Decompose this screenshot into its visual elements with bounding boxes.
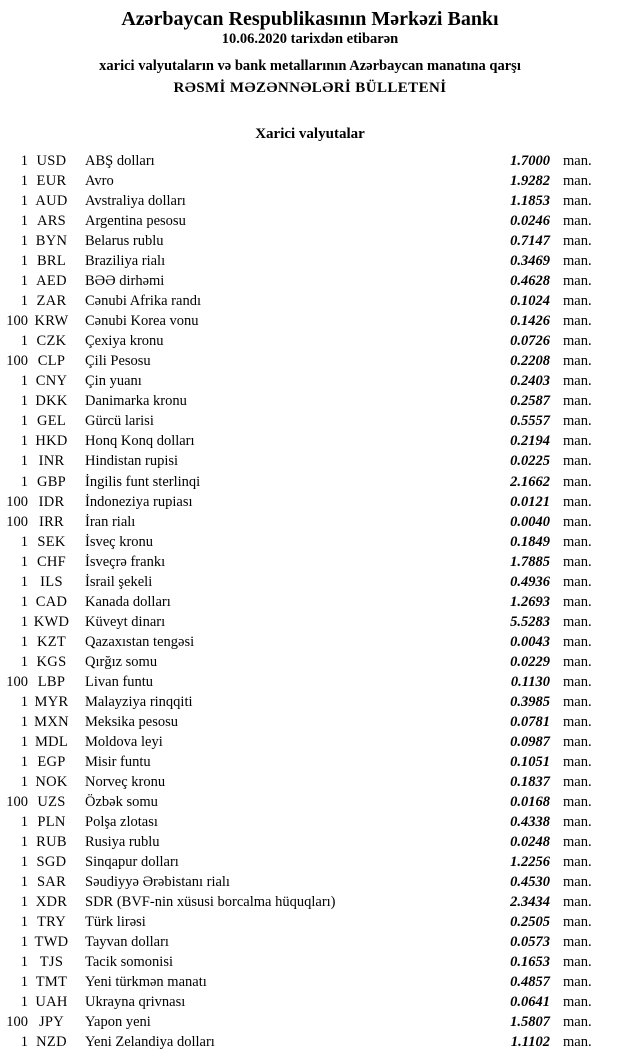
currency-row xyxy=(0,1032,620,1052)
currency-row xyxy=(0,251,620,271)
rate-unit-label: man. xyxy=(563,293,592,310)
rate-unit-label: man. xyxy=(563,413,592,430)
currency-code: IDR xyxy=(38,493,65,510)
rate-unit-label: man. xyxy=(563,253,592,270)
currency-quantity: 1 xyxy=(20,473,28,490)
currency-name: Honq Konq dolları xyxy=(85,433,195,450)
currency-row xyxy=(0,451,620,471)
rate-unit-label: man. xyxy=(563,1034,592,1051)
currency-row xyxy=(0,872,620,892)
currency-rate: 0.4530 xyxy=(510,874,550,891)
currency-code: UZS xyxy=(37,794,66,810)
currency-name: Misir funtu xyxy=(85,753,151,770)
currency-rate: 0.0229 xyxy=(510,653,550,670)
currency-quantity: 1 xyxy=(20,253,28,270)
rate-unit-label: man. xyxy=(563,894,592,911)
currency-quantity: 1 xyxy=(20,974,28,991)
currency-row xyxy=(0,672,620,692)
currency-rate: 0.2208 xyxy=(510,353,550,370)
description-line: xarici valyutaların və bank metallarının Azərbaycan manatına qarşı xyxy=(99,58,521,74)
currency-quantity: 100 xyxy=(6,673,28,690)
rate-unit-label: man. xyxy=(563,854,592,871)
currency-row xyxy=(0,371,620,391)
currency-name: Tayvan dolları xyxy=(85,934,169,951)
currency-code: CAD xyxy=(35,593,68,610)
currency-quantity: 1 xyxy=(20,273,28,290)
currency-rate: 1.7885 xyxy=(510,553,550,570)
currency-name: Norveç kronu xyxy=(85,773,166,790)
currency-quantity: 1 xyxy=(20,613,28,630)
currency-row xyxy=(0,512,620,532)
rate-unit-label: man. xyxy=(563,453,592,470)
currency-row xyxy=(0,592,620,612)
currency-name: Rusiya rublu xyxy=(85,834,160,851)
currency-name: Livan funtu xyxy=(85,673,154,690)
currency-code: KZT xyxy=(36,633,67,650)
currency-row xyxy=(0,812,620,832)
currency-code: GBP xyxy=(36,473,67,490)
currency-code: KGS xyxy=(36,653,67,670)
rate-unit-label: man. xyxy=(563,814,592,831)
currency-quantity: 100 xyxy=(6,513,28,530)
currency-quantity: 1 xyxy=(20,153,28,169)
currency-name: SDR (BVF-nin xüsusi borcalma hüquqları) xyxy=(85,894,336,911)
currency-row xyxy=(0,892,620,912)
currency-code: CLP xyxy=(37,353,66,370)
currency-rate: 0.1849 xyxy=(510,533,550,550)
currency-quantity: 1 xyxy=(20,653,28,670)
currency-row xyxy=(0,331,620,351)
currency-code: ARS xyxy=(36,213,67,230)
currency-code: LBP xyxy=(37,673,66,690)
rate-unit-label: man. xyxy=(563,233,592,250)
rate-unit-label: man. xyxy=(563,673,592,690)
currency-code: PLN xyxy=(37,814,66,831)
currency-quantity: 1 xyxy=(20,293,28,310)
currency-row xyxy=(0,712,620,732)
rate-unit-label: man. xyxy=(563,934,592,951)
currency-name: Belarus rublu xyxy=(85,233,164,250)
rate-unit-label: man. xyxy=(563,874,592,891)
currency-name: Argentina pesosu xyxy=(85,213,186,230)
rate-unit-label: man. xyxy=(563,333,592,350)
rate-unit-label: man. xyxy=(563,473,592,490)
rate-unit-label: man. xyxy=(563,633,592,650)
rate-unit-label: man. xyxy=(563,193,592,210)
currency-row xyxy=(0,652,620,672)
currency-rate: 1.2256 xyxy=(510,854,550,871)
currency-rate: 0.0121 xyxy=(510,493,550,510)
currency-quantity: 100 xyxy=(6,353,28,370)
currency-rate: 0.5557 xyxy=(510,413,550,430)
currency-code: MDL xyxy=(34,733,69,750)
currency-row xyxy=(0,391,620,411)
currency-row xyxy=(0,291,620,311)
currency-rate: 0.0781 xyxy=(510,713,550,730)
currency-rate: 0.0246 xyxy=(510,213,550,230)
currency-name: Çin yuanı xyxy=(85,373,142,390)
currency-code: TWD xyxy=(34,934,69,951)
currency-rate: 0.1130 xyxy=(510,673,550,690)
currency-rate: 0.4936 xyxy=(510,573,550,590)
currency-name: İsrail şekeli xyxy=(85,573,153,590)
rate-unit-label: man. xyxy=(563,213,592,230)
currency-rate: 0.1051 xyxy=(510,753,550,770)
currency-row xyxy=(0,351,620,371)
currency-quantity: 1 xyxy=(20,954,28,971)
currency-quantity: 1 xyxy=(20,894,28,911)
currency-quantity: 1 xyxy=(20,1034,28,1051)
currency-code: AED xyxy=(36,273,67,290)
currency-name: Səudiyyə Ərəbistanı rialı xyxy=(85,874,230,891)
currency-code: KRW xyxy=(34,313,69,330)
currency-name: İran rialı xyxy=(85,513,136,530)
effective-date-line: 10.06.2020 tarixdən etibarən xyxy=(221,31,399,47)
currency-row xyxy=(0,752,620,772)
rate-unit-label: man. xyxy=(563,693,592,710)
currency-code: SEK xyxy=(37,533,66,550)
currency-name: İsveçrə frankı xyxy=(85,553,166,570)
currency-code: JPY xyxy=(38,1014,65,1031)
currency-rate: 0.0248 xyxy=(510,834,550,851)
rate-unit-label: man. xyxy=(563,613,592,630)
currency-rate: 0.7147 xyxy=(510,233,550,250)
currency-name: Danimarka kronu xyxy=(85,393,187,410)
rate-unit-label: man. xyxy=(563,954,592,971)
currency-code: RUB xyxy=(36,834,67,851)
currency-code: HKD xyxy=(35,433,68,450)
currency-code: KWD xyxy=(33,613,70,630)
currency-quantity: 1 xyxy=(20,854,28,871)
currency-name: Ukrayna qrivnası xyxy=(85,994,186,1011)
currency-quantity: 100 xyxy=(6,794,28,810)
currency-name: Çili Pesosu xyxy=(85,353,151,370)
rate-unit-label: man. xyxy=(563,1014,592,1031)
currency-rate: 0.4338 xyxy=(510,814,550,831)
currency-code: IRR xyxy=(38,513,65,530)
rate-unit-label: man. xyxy=(563,593,592,610)
rate-unit-label: man. xyxy=(563,733,592,750)
currency-code: GEL xyxy=(36,413,67,430)
currency-quantity: 100 xyxy=(6,313,28,330)
currency-quantity: 1 xyxy=(20,934,28,951)
currency-code: BYN xyxy=(35,233,68,250)
currency-name: Küveyt dinarı xyxy=(85,613,166,630)
rate-unit-label: man. xyxy=(563,653,592,670)
currency-rate: 5.5283 xyxy=(510,613,550,630)
currency-quantity: 1 xyxy=(20,713,28,730)
currency-rate: 0.2505 xyxy=(510,914,550,931)
currency-name: Yapon yeni xyxy=(85,1014,151,1031)
currency-quantity: 100 xyxy=(6,493,28,510)
currency-row xyxy=(0,191,620,211)
currency-rate: 0.1426 xyxy=(510,313,550,330)
rate-unit-label: man. xyxy=(563,553,592,570)
currency-quantity: 1 xyxy=(20,834,28,851)
currency-rate: 0.0987 xyxy=(510,733,550,750)
currency-quantity: 1 xyxy=(20,773,28,790)
currency-code: EGP xyxy=(37,753,66,770)
currency-name: Çexiya kronu xyxy=(85,333,164,350)
rate-unit-label: man. xyxy=(563,974,592,991)
currency-name: Qırğız somu xyxy=(85,653,158,670)
currency-rate: 0.4857 xyxy=(510,974,550,991)
currency-code: SAR xyxy=(36,874,67,891)
currency-row xyxy=(0,472,620,492)
currency-rate: 1.9282 xyxy=(510,173,550,190)
currency-code: TJS xyxy=(39,954,64,971)
rate-unit-label: man. xyxy=(563,353,592,370)
currency-rate: 1.5807 xyxy=(510,1014,550,1031)
currency-name: Braziliya rialı xyxy=(85,253,166,270)
currency-quantity: 1 xyxy=(20,573,28,590)
currency-name: Kanada dolları xyxy=(85,593,171,610)
currency-row xyxy=(0,912,620,932)
currency-row xyxy=(0,311,620,331)
currency-rate: 1.2693 xyxy=(510,593,550,610)
currency-row xyxy=(0,692,620,712)
currency-rate: 0.1653 xyxy=(510,954,550,971)
currency-row xyxy=(0,572,620,592)
rate-unit-label: man. xyxy=(563,173,592,190)
currency-row xyxy=(0,552,620,572)
bulletin-title: RƏSMİ MƏZƏNNƏLƏRİ BÜLLETENİ xyxy=(173,80,447,96)
currency-row xyxy=(0,992,620,1012)
rate-unit-label: man. xyxy=(563,393,592,410)
currency-row xyxy=(0,852,620,872)
currency-code: USD xyxy=(36,153,67,169)
currency-quantity: 1 xyxy=(20,693,28,710)
rate-unit-label: man. xyxy=(563,533,592,550)
currency-code: EUR xyxy=(36,173,67,190)
currency-row xyxy=(0,532,620,552)
currency-row xyxy=(0,932,620,952)
currency-name: BƏƏ dirhəmi xyxy=(85,273,165,290)
currency-name: Türk lirəsi xyxy=(85,914,146,931)
currency-quantity: 1 xyxy=(20,373,28,390)
currency-name: Malayziya rinqqiti xyxy=(85,693,193,710)
currency-quantity: 1 xyxy=(20,874,28,891)
currency-code: TMT xyxy=(35,974,68,991)
currency-quantity: 1 xyxy=(20,413,28,430)
currency-name: Hindistan rupisi xyxy=(85,453,179,470)
currency-quantity: 1 xyxy=(20,593,28,610)
currency-rate: 0.4628 xyxy=(510,273,550,290)
currency-row xyxy=(0,231,620,251)
currency-row xyxy=(0,972,620,992)
currency-rate: 0.0168 xyxy=(510,794,550,810)
currency-name: Tacik somonisi xyxy=(85,954,173,971)
currency-rate: 0.1837 xyxy=(510,773,550,790)
rate-unit-label: man. xyxy=(563,794,592,810)
rate-unit-label: man. xyxy=(563,994,592,1011)
currency-rate: 0.3469 xyxy=(510,253,550,270)
currency-quantity: 1 xyxy=(20,633,28,650)
currency-quantity: 1 xyxy=(20,193,28,210)
currency-quantity: 1 xyxy=(20,393,28,410)
rate-unit-label: man. xyxy=(563,914,592,931)
section-title-foreign-currencies: Xarici valyutalar xyxy=(255,126,365,142)
currency-name: Qazaxıstan tengəsi xyxy=(85,633,195,650)
currency-name: Avro xyxy=(85,173,114,190)
currency-name: Özbək somu xyxy=(85,794,158,810)
currency-quantity: 1 xyxy=(20,173,28,190)
currency-row xyxy=(0,612,620,632)
currency-code: XDR xyxy=(35,894,68,911)
rate-unit-label: man. xyxy=(563,153,592,169)
currency-rate: 0.0573 xyxy=(510,934,550,951)
currency-quantity: 1 xyxy=(20,453,28,470)
rate-unit-label: man. xyxy=(563,713,592,730)
currency-quantity: 1 xyxy=(20,233,28,250)
currency-rate: 0.1024 xyxy=(510,293,550,310)
currency-rate: 1.1853 xyxy=(510,193,550,210)
currency-rate: 0.0726 xyxy=(510,333,550,350)
currency-rate: 0.2194 xyxy=(510,433,550,450)
rate-unit-label: man. xyxy=(563,834,592,851)
currency-rate: 0.0043 xyxy=(510,633,550,650)
currency-code: ILS xyxy=(40,573,63,590)
currency-name: İsveç kronu xyxy=(85,533,154,550)
currency-code: CNY xyxy=(35,373,68,390)
currency-code: CHF xyxy=(36,553,67,570)
currency-code: CZK xyxy=(36,333,67,350)
rate-unit-label: man. xyxy=(563,513,592,530)
currency-quantity: 1 xyxy=(20,433,28,450)
currency-name: İngilis funt sterlinqi xyxy=(85,473,201,490)
currency-row xyxy=(0,632,620,652)
currency-row xyxy=(0,492,620,512)
currency-name: Yeni Zelandiya dolları xyxy=(85,1034,215,1051)
currency-rate: 0.2587 xyxy=(510,393,550,410)
currency-code: DKK xyxy=(35,393,68,410)
currency-row xyxy=(0,832,620,852)
currency-rate: 2.1662 xyxy=(510,473,550,490)
currency-name: Meksika pesosu xyxy=(85,713,179,730)
currency-code: NZD xyxy=(36,1034,67,1051)
currency-rate: 0.0225 xyxy=(510,453,550,470)
currency-code: TRY xyxy=(36,914,67,931)
currency-name: Yeni türkmən manatı xyxy=(85,974,207,991)
currency-row xyxy=(0,1012,620,1032)
currency-code: SGD xyxy=(36,854,67,871)
currency-code: UAH xyxy=(35,994,68,1011)
currency-name: Gürcü larisi xyxy=(85,413,154,430)
currency-quantity: 1 xyxy=(20,814,28,831)
currency-quantity: 1 xyxy=(20,753,28,770)
rate-unit-label: man. xyxy=(563,773,592,790)
currency-code: BRL xyxy=(36,253,67,270)
currency-code: MXN xyxy=(34,713,69,730)
currency-row xyxy=(0,211,620,231)
currency-row xyxy=(0,952,620,972)
currency-quantity: 1 xyxy=(20,333,28,350)
currency-name: Cənubi Korea vonu xyxy=(85,313,199,330)
exchange-rates-table xyxy=(0,151,620,1052)
rate-unit-label: man. xyxy=(563,753,592,770)
currency-quantity: 1 xyxy=(20,553,28,570)
currency-row xyxy=(0,431,620,451)
currency-quantity: 1 xyxy=(20,733,28,750)
currency-quantity: 1 xyxy=(20,994,28,1011)
currency-code: INR xyxy=(38,453,65,470)
currency-rate: 0.3985 xyxy=(510,693,550,710)
rate-unit-label: man. xyxy=(563,373,592,390)
currency-code: NOK xyxy=(35,773,68,790)
currency-row xyxy=(0,732,620,752)
currency-name: Sinqapur dolları xyxy=(85,854,179,871)
currency-rate: 2.3434 xyxy=(510,894,550,911)
currency-row xyxy=(0,792,620,812)
rate-unit-label: man. xyxy=(563,573,592,590)
currency-rate: 0.0040 xyxy=(510,513,550,530)
currency-row xyxy=(0,271,620,291)
currency-row xyxy=(0,151,620,171)
currency-row xyxy=(0,171,620,191)
rate-unit-label: man. xyxy=(563,313,592,330)
currency-quantity: 1 xyxy=(20,914,28,931)
currency-quantity: 1 xyxy=(20,213,28,230)
bank-title: Azərbaycan Respublikasının Mərkəzi Bankı xyxy=(121,8,499,30)
currency-row xyxy=(0,411,620,431)
currency-rate: 1.1102 xyxy=(510,1034,550,1051)
currency-name: ABŞ dolları xyxy=(85,153,155,169)
currency-name: Polşa zlotası xyxy=(85,814,158,831)
currency-name: İndoneziya rupiası xyxy=(85,493,193,510)
currency-rate: 0.0641 xyxy=(510,994,550,1011)
currency-row xyxy=(0,772,620,792)
currency-quantity: 100 xyxy=(6,1014,28,1031)
currency-quantity: 1 xyxy=(20,533,28,550)
currency-rate: 0.2403 xyxy=(510,373,550,390)
currency-rate: 1.7000 xyxy=(510,153,550,169)
rate-unit-label: man. xyxy=(563,433,592,450)
currency-code: AUD xyxy=(35,193,68,210)
currency-code: ZAR xyxy=(36,293,67,310)
rate-unit-label: man. xyxy=(563,493,592,510)
currency-name: Cənubi Afrika randı xyxy=(85,293,201,310)
currency-name: Moldova leyi xyxy=(85,733,163,750)
currency-name: Avstraliya dolları xyxy=(85,193,186,210)
currency-code: MYR xyxy=(34,693,69,710)
rate-unit-label: man. xyxy=(563,273,592,290)
